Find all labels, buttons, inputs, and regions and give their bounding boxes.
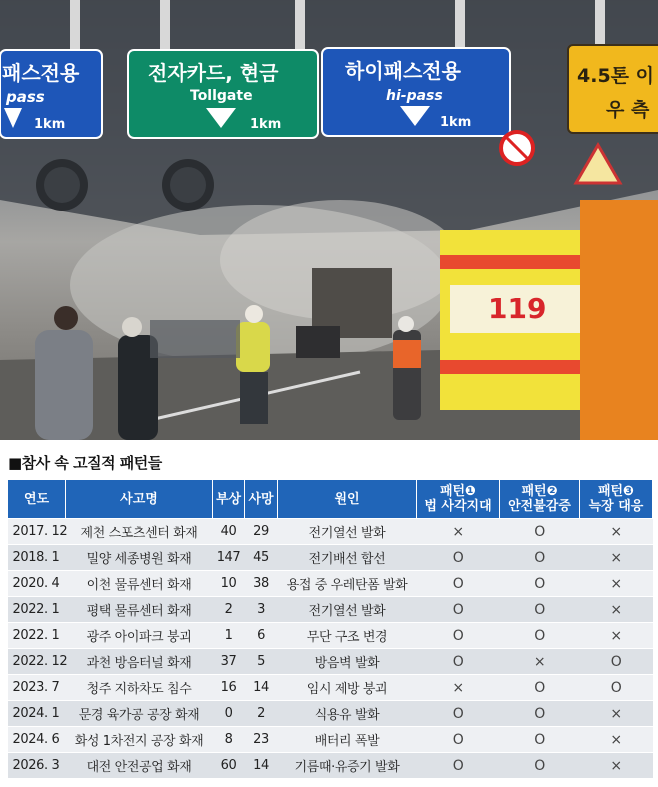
cell-cause: 임시 제방 붕괴 [278, 675, 417, 701]
sign-left-text: 패스전용 [2, 61, 80, 85]
cell-year: 2017. 12 [8, 519, 66, 545]
cell-pattern-3: × [580, 753, 653, 779]
sign-left-sub: pass [6, 88, 45, 106]
sign-center-text: 전자카드, 현금 [148, 61, 279, 85]
cell-year: 2020. 4 [8, 571, 66, 597]
header-pattern-2 [500, 480, 580, 519]
cell-injured: 40 [213, 519, 245, 545]
cell-name: 화성 1차전지 공장 화재 [66, 727, 213, 753]
cell-cause: 식용유 발화 [278, 701, 417, 727]
cell-pattern-2: O [500, 571, 580, 597]
pattern-3-desc: 늑장 대응 [588, 499, 644, 514]
table-row [8, 675, 653, 701]
cell-pattern-1: × [417, 519, 500, 545]
sign-right-distance: 1km [440, 115, 472, 130]
cell-dead: 23 [245, 727, 278, 753]
table-row [8, 727, 653, 753]
sign-far-right-line1: 4.5톤 이 [577, 65, 654, 87]
cell-cause: 무단 구조 변경 [278, 623, 417, 649]
cell-pattern-2: O [500, 597, 580, 623]
cell-injured: 16 [213, 675, 245, 701]
cell-dead: 38 [245, 571, 278, 597]
cell-cause: 전기열선 발화 [278, 597, 417, 623]
cell-name: 대전 안전공업 화재 [66, 753, 213, 779]
cell-injured: 10 [213, 571, 245, 597]
header-name: 사고명 [66, 480, 213, 519]
cell-pattern-1: × [417, 675, 500, 701]
cell-year: 2022. 1 [8, 623, 66, 649]
pattern-1-title: 패턴❶ [439, 484, 477, 499]
cell-cause: 전기배선 합선 [278, 545, 417, 571]
cell-injured: 0 [213, 701, 245, 727]
cell-name: 제천 스포츠센터 화재 [66, 519, 213, 545]
table-row [8, 519, 653, 545]
cell-name: 이천 물류센터 화재 [66, 571, 213, 597]
cell-pattern-2: × [500, 649, 580, 675]
cell-pattern-2: O [500, 675, 580, 701]
cell-name: 청주 지하차도 침수 [66, 675, 213, 701]
table-row [8, 597, 653, 623]
cell-dead: 6 [245, 623, 278, 649]
cell-cause: 전기열선 발화 [278, 519, 417, 545]
cell-cause: 기름때·유증기 발화 [278, 753, 417, 779]
cell-year: 2026. 3 [8, 753, 66, 779]
cell-dead: 2 [245, 701, 278, 727]
cell-pattern-3: × [580, 571, 653, 597]
cell-year: 2024. 1 [8, 701, 66, 727]
cell-pattern-3: × [580, 623, 653, 649]
cell-pattern-2: O [500, 701, 580, 727]
cell-pattern-1: O [417, 727, 500, 753]
cell-pattern-3: × [580, 727, 653, 753]
cell-cause: 배터리 폭발 [278, 727, 417, 753]
cell-injured: 60 [213, 753, 245, 779]
cell-pattern-1: O [417, 623, 500, 649]
cell-pattern-2: O [500, 727, 580, 753]
sign-center-sub: Tollgate [190, 88, 253, 104]
cell-pattern-3: × [580, 519, 653, 545]
cell-name: 광주 아이파크 붕괴 [66, 623, 213, 649]
cell-name: 밀양 세종병원 화재 [66, 545, 213, 571]
pattern-2-title: 패턴❷ [521, 484, 558, 499]
table-row [8, 701, 653, 727]
cell-dead: 45 [245, 545, 278, 571]
cell-year: 2024. 6 [8, 727, 66, 753]
cell-pattern-3: × [580, 597, 653, 623]
header-injured: 부상 [213, 480, 245, 519]
cell-pattern-1: O [417, 545, 500, 571]
cell-pattern-1: O [417, 701, 500, 727]
table-row [8, 623, 653, 649]
cell-year: 2022. 1 [8, 597, 66, 623]
cell-pattern-2: O [500, 623, 580, 649]
table-row [8, 545, 653, 571]
cell-name: 문경 육가공 공장 화재 [66, 701, 213, 727]
cell-pattern-3: × [580, 701, 653, 727]
header-pattern-3 [580, 480, 653, 519]
cell-injured: 8 [213, 727, 245, 753]
sign-left-distance: 1km [34, 117, 66, 132]
cell-name: 과천 방음터널 화재 [66, 649, 213, 675]
header-cause: 원인 [278, 480, 417, 519]
cell-pattern-2: O [500, 753, 580, 779]
disaster-patterns-table [7, 479, 653, 779]
cell-injured: 147 [213, 545, 245, 571]
header-year: 연도 [8, 480, 66, 519]
cell-cause: 방음벽 발화 [278, 649, 417, 675]
pattern-2-desc: 안전불감증 [508, 499, 571, 514]
header-pattern-1 [417, 480, 500, 519]
cell-injured: 2 [213, 597, 245, 623]
table-row [8, 753, 653, 779]
cell-pattern-1: O [417, 753, 500, 779]
table-row [8, 571, 653, 597]
fire-truck-number: 119 [488, 292, 547, 325]
cell-pattern-1: O [417, 597, 500, 623]
header-dead: 사망 [245, 480, 278, 519]
cell-dead: 14 [245, 753, 278, 779]
cell-dead: 5 [245, 649, 278, 675]
sign-right-sub: hi-pass [386, 88, 443, 104]
cell-year: 2018. 1 [8, 545, 66, 571]
table-row [8, 649, 653, 675]
cell-pattern-3: O [580, 675, 653, 701]
cell-year: 2023. 7 [8, 675, 66, 701]
sign-far-right-line2: 우 측 [606, 99, 650, 121]
table-header-row [8, 480, 653, 519]
cell-pattern-1: O [417, 649, 500, 675]
sign-right-text: 하이패스전용 [345, 59, 461, 83]
cell-pattern-3: O [580, 649, 653, 675]
cell-pattern-2: O [500, 545, 580, 571]
cell-dead: 14 [245, 675, 278, 701]
pattern-3-title: 패턴❸ [597, 484, 635, 499]
cell-pattern-2: O [500, 519, 580, 545]
cell-dead: 29 [245, 519, 278, 545]
cell-cause: 용접 중 우레탄폼 발화 [278, 571, 417, 597]
cell-pattern-1: O [417, 571, 500, 597]
cell-pattern-3: × [580, 545, 653, 571]
cell-injured: 37 [213, 649, 245, 675]
cell-name: 평택 물류센터 화재 [66, 597, 213, 623]
cell-year: 2022. 12 [8, 649, 66, 675]
cell-dead: 3 [245, 597, 278, 623]
pattern-1-desc: 법 사각지대 [424, 499, 492, 514]
table-heading: ■참사 속 고질적 패턴들 [8, 454, 162, 472]
cell-injured: 1 [213, 623, 245, 649]
sign-center-distance: 1km [250, 117, 282, 132]
